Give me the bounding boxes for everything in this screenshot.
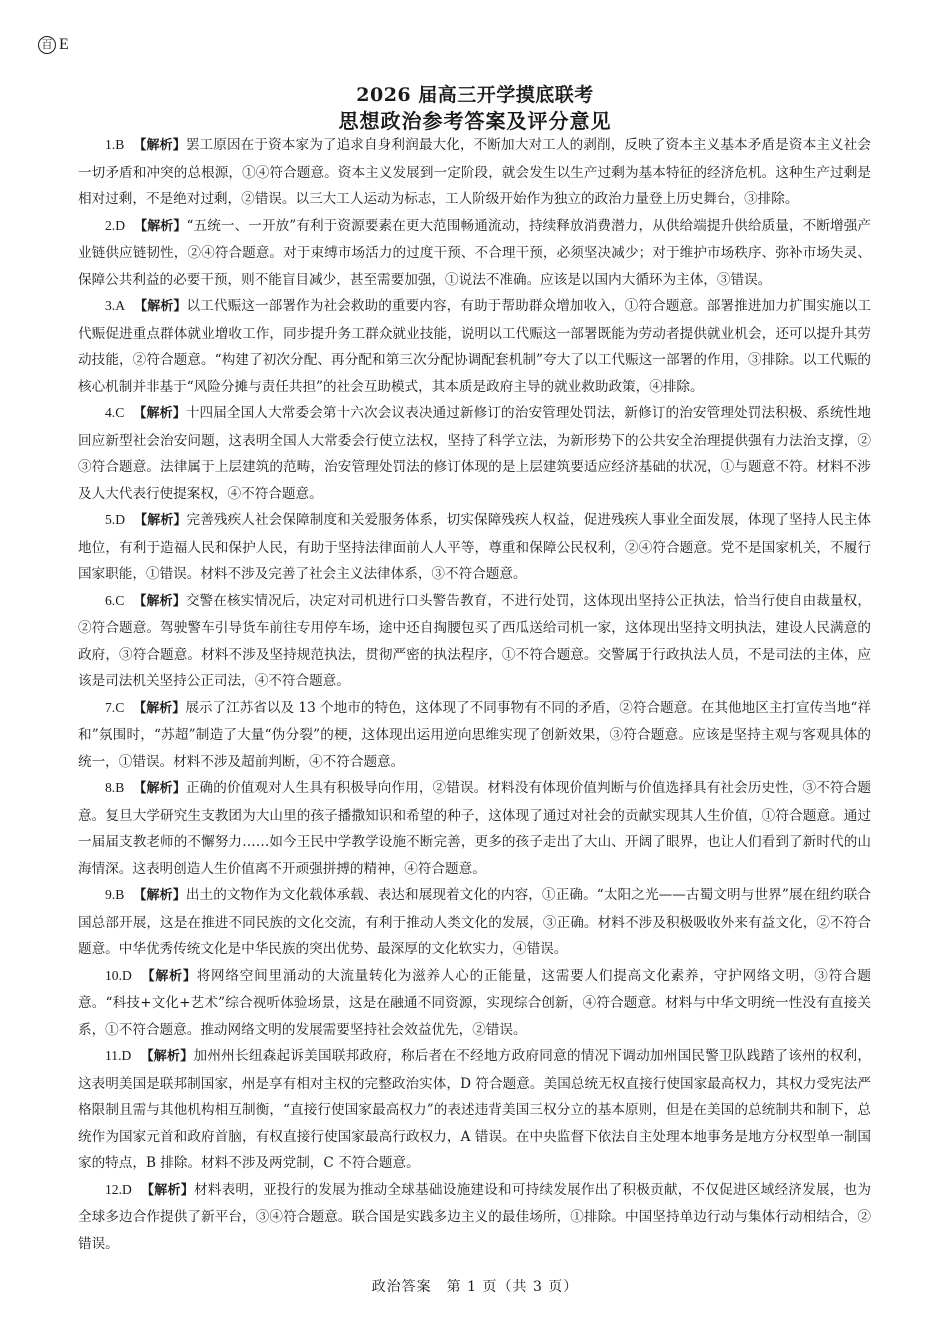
analysis-tag: 【解析】	[133, 781, 186, 796]
analysis-tag: 【解析】	[140, 1049, 194, 1064]
answer-letter: D	[115, 512, 126, 527]
analysis-tag: 【解析】	[133, 406, 186, 421]
question-number: 12.	[105, 1181, 122, 1197]
analysis-tag: 【解析】	[133, 888, 186, 903]
answer-item-9	[78, 882, 871, 963]
analysis-tag: 【解析】	[134, 299, 187, 314]
question-number: 4.	[105, 405, 116, 420]
analysis-text: 展示了江苏省以及 13 个地市的特色，这体现了不同事物有不同的矛盾，②符合题意。在其他地区主打宣传当地“祥和”氛围时，“苏超”制造了大量“伪分裂”的梗，这体现出运用逆向思维实现了创新效果，③符合题意。应该是坚持主观与客观具体的统一，①错误。材料不涉及超前判断，④不符合题意。	[78, 699, 871, 770]
answer-item-10	[78, 963, 871, 1044]
analysis-tag: 【解析】	[133, 138, 186, 153]
analysis-text: 加州州长纽森起诉美国联邦政府，称后者在不经地方政府同意的情况下调动加州国民警卫队践踏了该州的权利，这表明美国是联邦制国家，州是享有相对主权的完整政治实体，D 符合题意。美国总统无权直接行使国家最高权力，其权力受宪法严格限制且需与其他机构相互制衡，“直接行使国家最高权力”的表述违背美国三权分立的基本原则，但是在美国的总统制共和制下，总统作为国家元首和政府首脑，有权直接行使国家最高行政权力，A 错误。在中央监督下依法自主处理本地事务是地方分权型单一制国家的特点，B 排除。材料不涉及两党制，C 不符合题意。	[78, 1048, 871, 1171]
answer-letter: D	[115, 217, 126, 233]
answer-item-5	[78, 507, 871, 588]
analysis-tag: 【解析】	[134, 218, 187, 234]
analysis-text: 正确的价值观对人生具有积极导向作用，②错误。材料没有体现价值判断与价值选择具有社会历史性，③不符合题意。复旦大学研究生支教团为大山里的孩子播撒知识和希望的种子，这体现了通过对社会的贡献实现其人生价值，①符合题意。通过一届届支教老师的不懈努力……如今王民中学教学设施不断完善，更多的孩子走出了大山、开阔了眼界，也让人们看到了新时代的山海情深。这表明创造人生价值离不开顽强拼搏的精神，④符合题意。	[78, 780, 871, 877]
analysis-text: 交警在核实情况后，决定对司机进行口头警告教育，不进行处罚，这体现出坚持公正执法，恰当行使自由裁量权，②符合题意。驾驶警车引导货车前往专用停车场，途中还自掏腰包买了西瓜送给司机一家，这体现出坚持文明执法，建设人民满意的政府，③符合题意。材料不涉及坚持规范执法，贯彻严密的执法程序，①不符合题意。交警属于行政执法人员，不是司法的主体，应该是司法机关坚持公正司法，④不符合题意。	[78, 592, 871, 689]
circle-mark-icon: 百	[38, 36, 56, 54]
answer-letter: C	[115, 592, 125, 608]
paper-mark	[38, 36, 69, 54]
question-number: 11.	[105, 1048, 122, 1063]
answer-letter: D	[122, 1181, 132, 1197]
answer-item-7	[78, 695, 871, 776]
analysis-tag: 【解析】	[133, 700, 186, 716]
analysis-tag: 【解析】	[134, 513, 187, 528]
answer-list	[78, 132, 871, 1257]
answer-item-3	[78, 293, 871, 400]
answer-letter: B	[115, 887, 125, 902]
analysis-text: 完善残疾人社会保障制度和关爱服务体系，切实保障残疾人权益，促进残疾人事业全面发展，体现了坚持人民主体地位，有利于造福人民和保护人民，有助于坚持法律面前人人平等，尊重和保障公民权利，②④符合题意。党不是国家机关，不履行国家职能，①错误。材料不涉及完善了社会主义法律体系，③不符合题意。	[78, 512, 871, 582]
document-subtitle: 思想政治参考答案及评分意见	[338, 109, 612, 133]
answer-letter: C	[115, 699, 125, 715]
answer-letter: B	[115, 780, 125, 795]
question-number: 8.	[105, 780, 116, 795]
question-number: 5.	[105, 512, 116, 527]
analysis-text: 十四届全国人大常委会第十六次会议表决通过新修订的治安管理处罚法，新修订的治安管理处罚法积极、系统性地回应新型社会治安问题，这表明全国人大常委会行使立法权，坚持了科学立法，为新形势下的公共安全治理提供强有力法治支撑，②③符合题意。法律属于上层建筑的范畴，治安管理处罚法的修订体现的是上层建筑要适应经济基础的状况，①与题意不符。材料不涉及人大代表行使提案权，④不符合题意。	[78, 405, 871, 502]
analysis-text: 将网络空间里涌动的大流量转化为滋养人心的正能量，这需要人们提高文化素养，守护网络文明，③符合题意。“科技+文化+艺术”综合视听体验场景，这是在融通不同资源，实现综合创新，④符合题意。材料与中华文明统一性没有直接关系，①不符合题意。推动网络文明的发展需要坚持社会效益优先，②错误。	[78, 967, 871, 1038]
analysis-text: 出土的文物作为文化载体承载、表达和展现着文化的内容，①正确。“太阳之光——古蜀文明与世界”展在纽约联合国总部开展，这是在推进不同民族的文化交流，有利于推动人类文化的发展，③正确。材料不涉及积极吸收外来有益文化，②不符合题意。中华优秀传统文化是中华民族的突出优势、最深厚的文化软实力，④错误。	[78, 887, 871, 957]
analysis-text: 以工代赈这一部署作为社会救助的重要内容，有助于帮助群众增加收入，①符合题意。部署推进加力扩围实施以工代赈促进重点群体就业增收工作，同步提升务工群众就业技能，说明以工代赈这一部署既能为劳动者提供就业机会，还可以提升其劳动技能，②符合题意。“构建了初次分配、再分配和第三次分配协调配套机制”夸大了以工代赈这一部署的作用，③排除。以工代赈的核心机制并非基于“风险分摊与责任共担”的社会互助模式，其本质是政府主导的就业救助政策，④排除。	[78, 298, 871, 395]
analysis-tag: 【解析】	[140, 1182, 194, 1198]
question-number: 3.	[105, 298, 116, 313]
question-number: 9.	[105, 887, 116, 902]
answer-item-1	[78, 132, 871, 213]
analysis-text: “五统一、一开放”有利于资源要素在更大范围畅通流动，持续释放消费潜力，从供给端提升供给质量，不断增强产业链供应链韧性，②④符合题意。对于束缚市场活力的过度干预、不合理干预，必须坚决减少；对于维护市场秩序、弥补市场失灵、保障公共利益的必要干预，则不能盲目减少，甚至需要加强，①说法不准确。应该是以国内大循环为主体，③错误。	[78, 217, 871, 288]
answer-item-6	[78, 588, 871, 695]
answer-item-12	[78, 1177, 871, 1258]
analysis-tag: 【解析】	[133, 593, 186, 609]
answer-letter: C	[115, 405, 125, 420]
question-number: 10.	[105, 967, 122, 983]
page-footer: 政治答案 第 1 页（共 3 页）	[371, 1279, 579, 1295]
question-number: 1.	[105, 137, 116, 152]
answer-item-11	[78, 1043, 871, 1177]
answer-item-4	[78, 400, 871, 507]
answer-item-2	[78, 213, 871, 294]
question-number: 7.	[105, 699, 116, 715]
answer-letter: D	[121, 1048, 132, 1063]
answer-item-8	[78, 775, 871, 882]
answer-letter: D	[122, 967, 132, 983]
answer-letter: A	[115, 298, 126, 313]
analysis-text: 罢工原因在于资本家为了追求自身利润最大化，不断加大对工人的剥削，反映了资本主义基本矛盾是资本主义社会一切矛盾和冲突的总根源，①④符合题意。资本主义发展到一定阶段，就会发生以生产过剩为基本特征的经济危机。这种生产过剩是相对过剩，不是绝对过剩，②错误。以三大工人运动为标志，工人阶级开始作为独立的政治力量登上历史舞台，③排除。	[78, 137, 871, 207]
paper-version-letter: E	[59, 36, 69, 53]
analysis-tag: 【解析】	[140, 968, 197, 984]
question-number: 2.	[105, 217, 116, 233]
question-number: 6.	[105, 592, 116, 608]
analysis-text: 材料表明，亚投行的发展为推动全球基础设施建设和可持续发展作出了积极贡献，不仅促进区域经济发展，也为全球多边合作提供了新平台，③④符合题意。联合国是实践多边主义的最佳场所，①排除。中国坚持单边行动与集体行动相结合，②错误。	[78, 1181, 871, 1252]
answer-letter: B	[115, 137, 125, 152]
exam-title: 2026 届高三开学摸底联考	[356, 84, 594, 106]
